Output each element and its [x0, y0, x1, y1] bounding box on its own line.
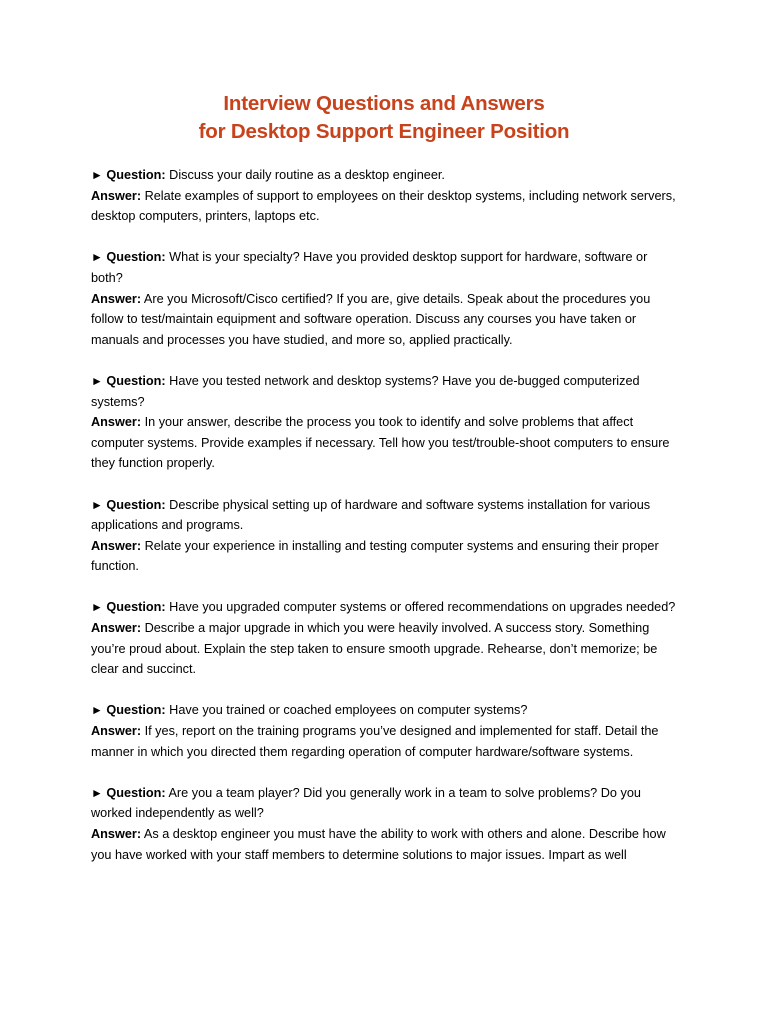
- document-title: [0, 90, 768, 146]
- answer-paragraph: [91, 289, 681, 351]
- answer-label: Answer:: [91, 538, 142, 553]
- answer-label: Answer:: [91, 827, 142, 841]
- question-paragraph: [91, 495, 681, 536]
- question-paragraph: [91, 783, 681, 824]
- answer-label: Answer:: [91, 188, 142, 203]
- answer-text: Describe a major upgrade in which you were heavily involved. A success story. Something you’re proud about. Explain the step taken to ensure smooth upgrade. Rehearse, don’t memorize; be clear and succinct.: [91, 621, 658, 677]
- arrow-right-icon: ►: [91, 497, 103, 512]
- qa-item: [91, 247, 681, 350]
- qa-item: [91, 495, 681, 577]
- qa-list: [91, 165, 681, 886]
- arrow-right-icon: ►: [91, 785, 103, 800]
- answer-paragraph: [91, 186, 681, 227]
- arrow-right-icon: ►: [91, 250, 103, 265]
- question-label: Question:: [106, 785, 166, 800]
- arrow-right-icon: ►: [91, 600, 103, 615]
- question-text: Describe physical setting up of hardware and software systems installation for various applications and programs.: [91, 497, 651, 533]
- answer-text: As a desktop engineer you must have the ability to work with others and alone. Describe how you have worked with your staff members to determine solutions to major issues. Impart as well: [91, 827, 666, 862]
- answer-label: Answer:: [91, 291, 142, 306]
- answer-text: Are you Microsoft/Cisco certified? If you are, give details. Speak about the procedures you follow to test/maintain equipment and software operation. Discuss any courses you have taken or manuals and processes you have studied, and more so, applied practically.: [91, 291, 651, 347]
- question-paragraph: [91, 165, 681, 186]
- answer-label: Answer:: [91, 415, 142, 430]
- question-label: Question:: [106, 168, 166, 182]
- question-text: Have you trained or coached employees on computer systems?: [169, 703, 528, 718]
- question-text: Discuss your daily routine as a desktop engineer.: [169, 168, 445, 182]
- qa-item: [91, 165, 681, 227]
- qa-item: [91, 783, 681, 865]
- answer-label: Answer:: [91, 621, 142, 636]
- answer-paragraph: [91, 618, 681, 680]
- question-label: Question:: [106, 497, 166, 512]
- question-paragraph: [91, 371, 681, 412]
- answer-paragraph: [91, 721, 681, 762]
- question-text: Have you upgraded computer systems or offered recommendations on upgrades needed?: [169, 600, 676, 615]
- title-line-2: for Desktop Support Engineer Position: [198, 120, 570, 143]
- question-label: Question:: [106, 600, 166, 615]
- answer-paragraph: [91, 412, 681, 474]
- question-paragraph: [91, 700, 681, 721]
- answer-paragraph: [91, 536, 681, 577]
- arrow-right-icon: ►: [91, 168, 103, 182]
- answer-label: Answer:: [91, 724, 142, 739]
- arrow-right-icon: ►: [91, 373, 103, 388]
- question-label: Question:: [106, 250, 166, 265]
- answer-text: Relate examples of support to employees on their desktop systems, including network servers, desktop computers, printers, laptops etc.: [91, 188, 676, 224]
- question-paragraph: [91, 597, 681, 618]
- question-text: What is your specialty? Have you provided desktop support for hardware, software or both?: [91, 250, 648, 285]
- question-text: Are you a team player? Did you generally work in a team to solve problems? Do you worked independently as well?: [91, 785, 641, 821]
- answer-text: Relate your experience in installing and testing computer systems and ensuring their proper function.: [91, 538, 659, 574]
- answer-text: If yes, report on the training programs you’ve designed and implemented for staff. Detail the manner in which you directed them regarding operation of computer hardware/software systems.: [91, 724, 659, 759]
- question-label: Question:: [106, 373, 166, 388]
- question-paragraph: [91, 247, 681, 288]
- arrow-right-icon: ►: [91, 703, 103, 718]
- title-line-1: Interview Questions and Answers: [223, 92, 545, 115]
- qa-item: [91, 597, 681, 679]
- answer-paragraph: [91, 824, 681, 865]
- question-text: Have you tested network and desktop systems? Have you de-bugged computerized systems?: [91, 373, 640, 409]
- answer-text: In your answer, describe the process you took to identify and solve problems that affect computer systems. Provide examples if necessary. Tell how you test/trouble-shoot computers to ensure they function properly.: [91, 415, 670, 471]
- qa-item: [91, 700, 681, 762]
- question-label: Question:: [106, 703, 166, 718]
- qa-item: [91, 371, 681, 474]
